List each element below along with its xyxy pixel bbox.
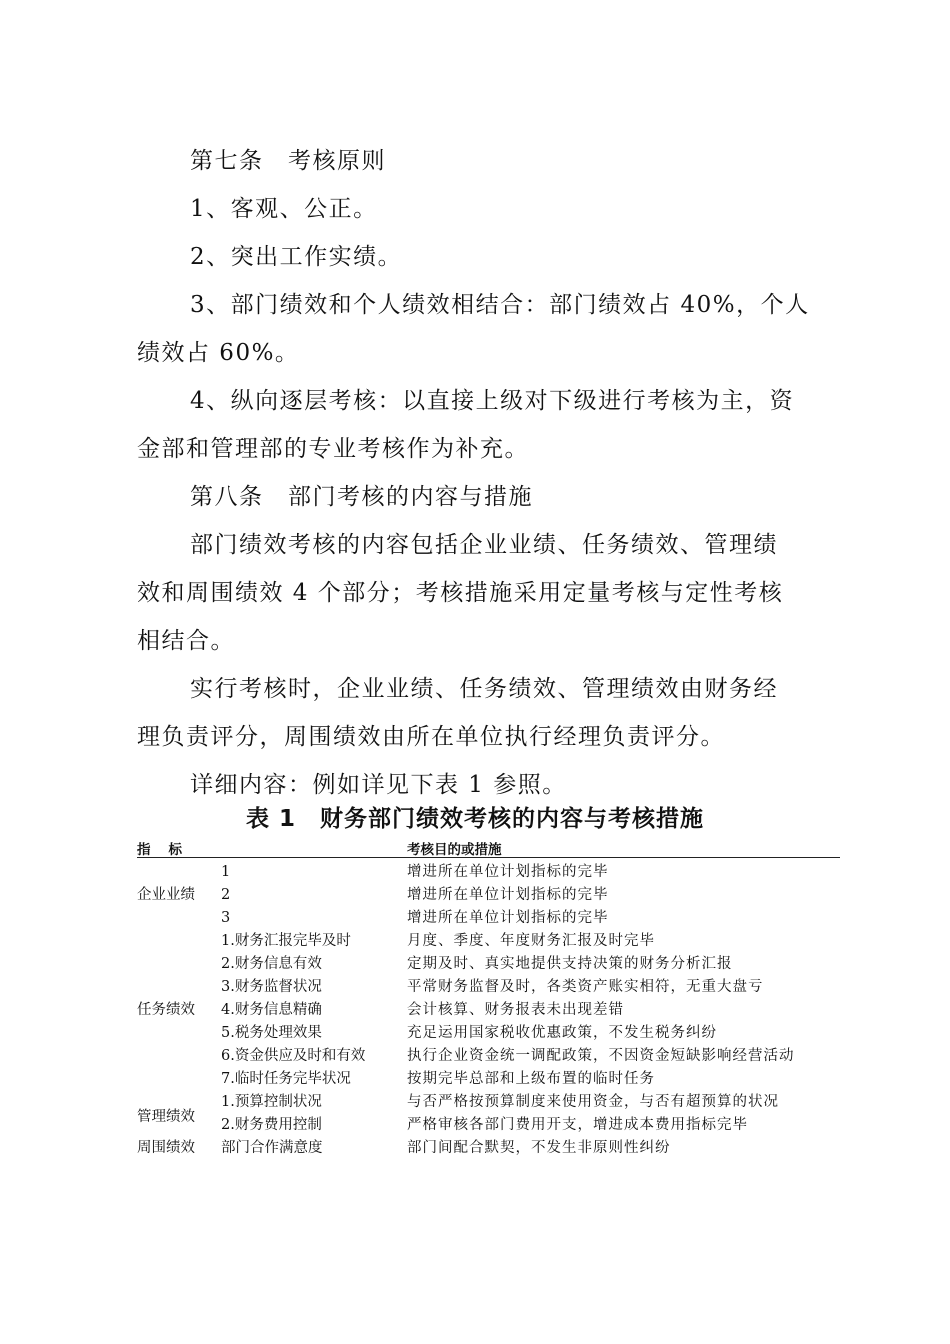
table-row <box>137 1022 840 1045</box>
table-row <box>137 999 840 1022</box>
header-measure: 考核目的或措施 <box>407 842 502 858</box>
principle-3-line2: 绩效占 60%。 <box>137 340 300 366</box>
principle-4-line1: 4、纵向逐层考核：以直接上级对下级进行考核为主，资 <box>190 388 795 414</box>
group-peripheral: 周围绩效 <box>137 1140 195 1156</box>
header-indicator: 指标 <box>137 842 200 858</box>
content-para-line3: 相结合。 <box>137 628 235 654</box>
row-measure: 增进所在单位计划指标的完毕 <box>407 887 609 903</box>
row-measure: 严格审核各部门费用开支，增进成本费用指标完毕 <box>407 1117 748 1133</box>
group-task: 任务绩效 <box>137 1002 195 1018</box>
table-row <box>137 907 840 930</box>
scoring-para-line2: 理负责评分，周围绩效由所在单位执行经理负责评分。 <box>137 724 725 750</box>
row-measure: 平常财务监督及时，各类资产账实相符，无重大盘亏 <box>407 979 764 995</box>
row-item: 2.财务费用控制 <box>221 1117 322 1133</box>
row-item: 3 <box>221 910 231 926</box>
table-row <box>137 1045 840 1068</box>
row-item: 6.资金供应及时和有效 <box>221 1048 366 1064</box>
row-item: 5.税务处理效果 <box>221 1025 322 1041</box>
row-measure: 充足运用国家税收优惠政策，不发生税务纠纷 <box>407 1025 717 1041</box>
table-row <box>137 953 840 976</box>
group-management: 管理绩效 <box>137 1109 195 1125</box>
principle-4-line2: 金部和管理部的专业考核作为补充。 <box>137 436 529 462</box>
detail-para: 详细内容：例如详见下表 1 参照。 <box>190 772 567 798</box>
table-row <box>137 976 840 999</box>
scoring-para-line1: 实行考核时，企业业绩、任务绩效、管理绩效由财务经 <box>190 676 778 702</box>
row-measure: 部门间配合默契，不发生非原则性纠纷 <box>407 1140 671 1156</box>
principle-2: 2、突出工作实绩。 <box>190 244 403 270</box>
row-measure: 按期完毕总部和上级布置的临时任务 <box>407 1071 655 1087</box>
article-7-title: 第七条 考核原则 <box>190 148 386 174</box>
principle-1: 1、客观、公正。 <box>190 196 378 222</box>
table-row <box>137 1068 840 1091</box>
content-para-line2: 效和周围绩效 4 个部分；考核措施采用定量考核与定性考核 <box>137 580 784 606</box>
row-measure: 定期及时、真实地提供支持决策的财务分析汇报 <box>407 956 733 972</box>
article-8-title: 第八条 部门考核的内容与措施 <box>190 484 533 510</box>
row-item: 1 <box>221 864 231 880</box>
table-row <box>137 930 840 953</box>
row-item: 3.财务监督状况 <box>221 979 322 995</box>
row-item: 2 <box>221 887 231 903</box>
table-row <box>137 1091 840 1114</box>
row-measure: 会计核算、财务报表未出现差错 <box>407 1002 624 1018</box>
row-item: 7.临时任务完毕状况 <box>221 1071 351 1087</box>
principle-3-line1: 3、部门绩效和个人绩效相结合：部门绩效占 40%，个人 <box>190 292 810 318</box>
row-item: 1.预算控制状况 <box>221 1094 322 1110</box>
table-row <box>137 1137 840 1160</box>
table-row <box>137 1114 840 1137</box>
row-measure: 与否严格按预算制度来使用资金，与否有超预算的状况 <box>407 1094 779 1110</box>
group-enterprise: 企业业绩 <box>137 887 195 903</box>
row-item: 4.财务信息精确 <box>221 1002 322 1018</box>
row-item: 2.财务信息有效 <box>221 956 322 972</box>
content-para-line1: 部门绩效考核的内容包括企业业绩、任务绩效、管理绩 <box>190 532 778 558</box>
row-item: 1.财务汇报完毕及时 <box>221 933 351 949</box>
table-row <box>137 884 840 907</box>
table-row <box>137 861 840 884</box>
table-header <box>137 838 840 858</box>
row-measure: 月度、季度、年度财务汇报及时完毕 <box>407 933 655 949</box>
row-measure: 增进所在单位计划指标的完毕 <box>407 910 609 926</box>
row-item: 部门合作满意度 <box>221 1140 323 1156</box>
row-measure: 执行企业资金统一调配政策，不因资金短缺影响经营活动 <box>407 1048 795 1064</box>
table-caption: 表 1 财务部门绩效考核的内容与考核措施 <box>245 806 704 832</box>
row-measure: 增进所在单位计划指标的完毕 <box>407 864 609 880</box>
